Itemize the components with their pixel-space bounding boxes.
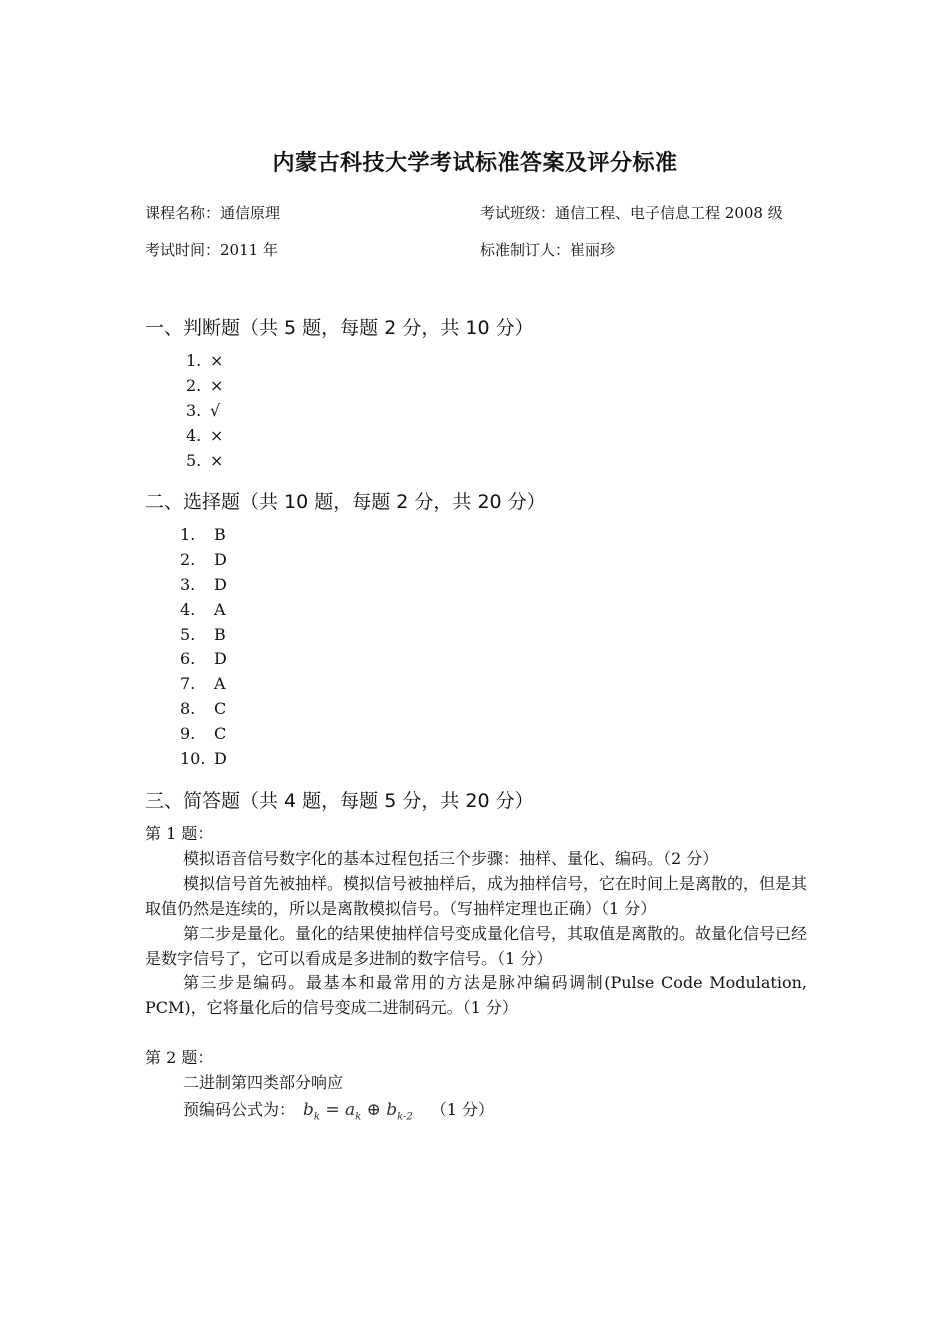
list-item (186, 374, 223, 399)
section-1-answer-list (186, 349, 223, 473)
formula-sub-k: k (313, 1111, 320, 1123)
item-number: 5. (186, 450, 202, 470)
item-number: 9. (180, 724, 196, 744)
item-answer: D (214, 749, 227, 769)
section-3-heading: 三、简答题（共 4 题，每题 5 分，共 20 分） (145, 790, 534, 812)
list-item (180, 548, 227, 573)
question-2-line: 二进制第四类部分响应 (183, 1073, 344, 1093)
question-2-score: （1 分） (430, 1099, 495, 1119)
section-3-body (145, 822, 807, 1130)
item-answer: C (214, 724, 227, 744)
exam-time: 考试时间：2011 年 (145, 241, 278, 259)
question-1-paragraph: 第二步是量化。量化的结果使抽样信号变成量化信号，其取值是离散的。故量化信号已经是数字信号了，它可以看成是多进制的数字信号。（1 分） (145, 923, 808, 968)
item-answer: × (210, 375, 224, 395)
section-1-heading: 一、判断题（共 5 题，每题 2 分，共 10 分） (145, 317, 534, 339)
list-item (186, 449, 223, 474)
item-number: 10. (180, 749, 206, 769)
question-2-formula-line (145, 1098, 807, 1130)
course-name: 课程名称：通信原理 (145, 204, 281, 222)
precoding-formula (303, 1099, 413, 1123)
item-number: 8. (180, 699, 196, 719)
formula-sub-k: k (355, 1111, 362, 1123)
question-1-paragraph: 第三步是编码。最基本和最常用的方法是脉冲编码调制(Pulse Code Modulation, PCM)，它将量化后的信号变成二进制码元。（1 分） (145, 973, 807, 1018)
section-2-answer-list (180, 523, 227, 772)
item-number: 3. (186, 400, 202, 420)
list-item (180, 747, 227, 772)
item-answer: × (210, 425, 224, 445)
list-item (180, 598, 227, 623)
item-number: 6. (180, 649, 196, 669)
formula-xor-b: ⊕ b (361, 1099, 398, 1120)
list-item (180, 623, 227, 648)
question-1-label: 第 1 题： (145, 824, 214, 843)
formula-label: 预编码公式为： (183, 1099, 296, 1119)
list-item (180, 672, 227, 697)
item-answer: B (214, 525, 226, 544)
item-answer: B (214, 624, 226, 644)
item-answer: D (214, 549, 227, 569)
item-answer: √ (210, 400, 221, 420)
list-item (180, 647, 227, 672)
item-answer: A (214, 674, 226, 694)
item-answer: × (210, 450, 224, 470)
exam-class: 考试班级：通信工程、电子信息工程 2008 级 (480, 204, 783, 222)
formula-b: b (303, 1099, 314, 1120)
item-number: 2. (186, 375, 202, 395)
list-item (180, 722, 227, 747)
item-number: 1. (180, 525, 196, 544)
item-number: 4. (186, 425, 202, 445)
item-answer: A (214, 599, 226, 619)
blank-line (145, 1021, 807, 1046)
question-1-paragraph: 模拟语音信号数字化的基本过程包括三个步骤：抽样、量化、编码。（2 分） (183, 848, 719, 868)
list-item (180, 697, 227, 722)
document-title: 内蒙古科技大学考试标准答案及评分标准 (272, 151, 678, 176)
item-answer: C (214, 699, 227, 719)
question-2-label: 第 2 题： (145, 1048, 214, 1068)
list-item (180, 573, 227, 598)
formula-sub-k-2: k-2 (397, 1111, 413, 1123)
item-number: 5. (180, 624, 196, 644)
formula-equals-a: = a (319, 1099, 356, 1120)
standard-author: 标准制订人：崔丽珍 (480, 241, 616, 259)
section-2-heading: 二、选择题（共 10 题，每题 2 分，共 20 分） (145, 491, 546, 513)
item-answer: D (214, 649, 227, 669)
list-item (186, 424, 223, 449)
list-item (186, 349, 223, 374)
item-number: 1. (186, 351, 202, 370)
item-answer: D (214, 574, 227, 594)
item-number: 4. (180, 599, 196, 619)
item-number: 2. (180, 549, 196, 569)
question-1-paragraph: 模拟信号首先被抽样。模拟信号被抽样后，成为抽样信号，它在时间上是离散的，但是其取值仍然是连续的，所以是离散模拟信号。（写抽样定理也正确）（1 分） (145, 873, 808, 918)
item-number: 3. (180, 574, 196, 594)
list-item (186, 399, 223, 424)
list-item (180, 523, 227, 548)
item-number: 7. (180, 674, 196, 694)
item-answer: × (210, 351, 224, 370)
